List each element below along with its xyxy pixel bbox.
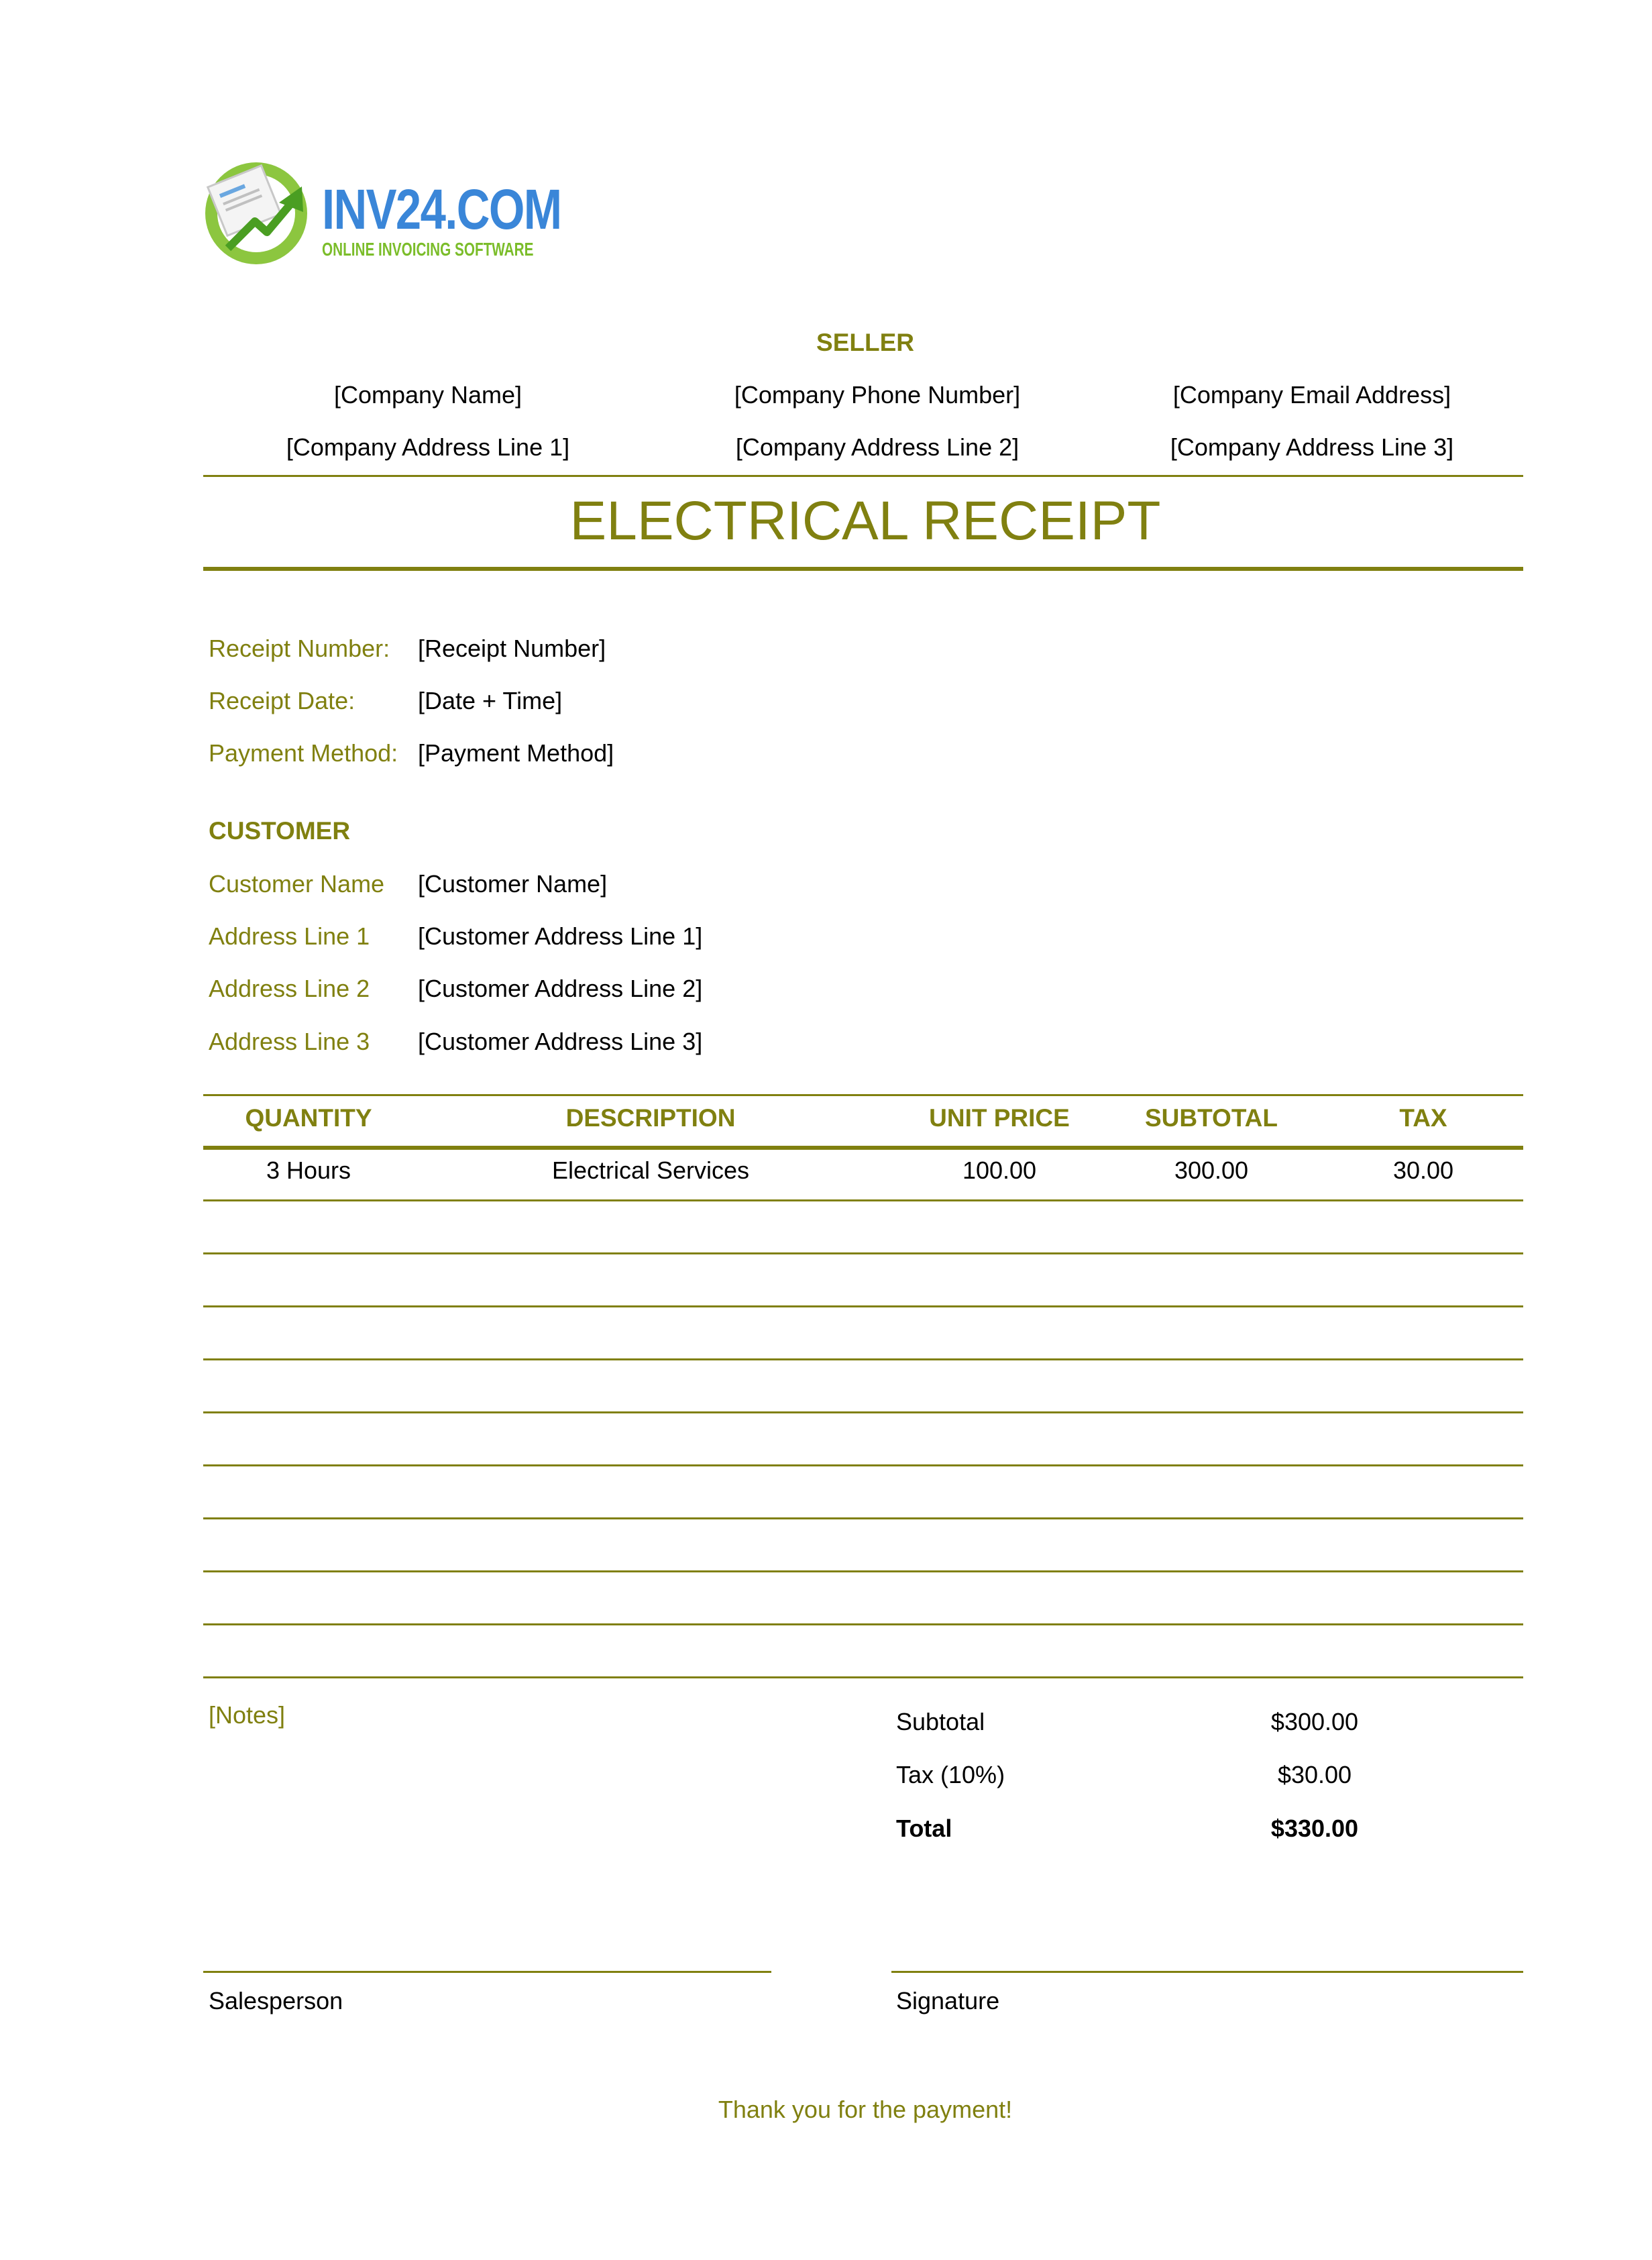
company-email: [Company Email Address] (1172, 381, 1451, 409)
payment-method-value: [Payment Method] (418, 739, 614, 767)
column-header-subtotal: SUBTOTAL (1144, 1104, 1278, 1132)
column-header-description: DESCRIPTION (565, 1104, 736, 1132)
divider (203, 567, 1523, 571)
document-title: ELECTRICAL RECEIPT (569, 490, 1161, 551)
table-header-border (203, 1146, 1523, 1150)
cell-subtotal: 300.00 (1174, 1156, 1249, 1184)
signature-line (891, 1971, 1523, 1973)
table-row-divider (203, 1517, 1523, 1519)
table-row-divider (203, 1358, 1523, 1360)
customer-address-1-value: [Customer Address Line 1] (418, 922, 703, 950)
table-row-divider (203, 1464, 1523, 1466)
tax-value: $30.00 (1277, 1761, 1352, 1788)
column-header-unit-price: UNIT PRICE (929, 1104, 1070, 1132)
customer-address-3-label: Address Line 3 (209, 1028, 370, 1055)
customer-heading: CUSTOMER (209, 817, 351, 845)
divider (203, 475, 1523, 477)
thank-you-message: Thank you for the payment! (718, 2096, 1013, 2123)
total-label: Total (896, 1815, 952, 1842)
salesperson-label: Salesperson (209, 1987, 343, 2014)
company-address-line-2: [Company Address Line 2] (735, 433, 1020, 461)
receipt-date-label: Receipt Date: (209, 687, 355, 714)
table-row-divider (203, 1252, 1523, 1254)
signature-label: Signature (896, 1987, 1000, 2014)
tax-label: Tax (10%) (896, 1761, 1005, 1788)
company-logo (201, 154, 561, 268)
table-row-divider (203, 1623, 1523, 1625)
logo-main-text: INV24.COM (322, 178, 561, 241)
receipt-number-value: [Receipt Number] (418, 635, 606, 662)
notes: [Notes] (209, 1701, 286, 1729)
subtotal-label: Subtotal (896, 1708, 985, 1735)
subtotal-value: $300.00 (1270, 1708, 1359, 1735)
logo-text (322, 178, 614, 260)
cell-tax: 30.00 (1392, 1156, 1454, 1184)
logo-sub-text: ONLINE INVOICING SOFTWARE (322, 239, 534, 260)
table-row-divider (203, 1199, 1523, 1201)
table-row-divider (203, 1305, 1523, 1307)
company-phone: [Company Phone Number] (734, 381, 1021, 409)
column-header-quantity: QUANTITY (245, 1104, 372, 1132)
table-row-divider (203, 1411, 1523, 1413)
cell-quantity: 3 Hours (266, 1156, 351, 1184)
column-header-tax: TAX (1399, 1104, 1447, 1132)
table-top-border (203, 1094, 1523, 1096)
company-address-line-1: [Company Address Line 1] (286, 433, 570, 461)
invoice-growth-logo-icon (201, 154, 315, 268)
customer-address-3-value: [Customer Address Line 3] (418, 1028, 703, 1055)
receipt-date-value: [Date + Time] (418, 687, 563, 714)
table-bottom-border (203, 1676, 1523, 1678)
total-value: $330.00 (1270, 1815, 1359, 1842)
customer-name-label: Customer Name (209, 870, 385, 898)
payment-method-label: Payment Method: (209, 739, 398, 767)
table-row-divider (203, 1570, 1523, 1572)
company-address-line-3: [Company Address Line 3] (1170, 433, 1454, 461)
salesperson-signature-line (203, 1971, 771, 1973)
seller-heading: SELLER (816, 329, 914, 356)
customer-address-2-label: Address Line 2 (209, 975, 370, 1002)
receipt-number-label: Receipt Number: (209, 635, 390, 662)
company-name: [Company Name] (333, 381, 522, 409)
customer-address-1-label: Address Line 1 (209, 922, 370, 950)
cell-description: Electrical Services (551, 1156, 750, 1184)
cell-unit-price: 100.00 (962, 1156, 1037, 1184)
customer-name-value: [Customer Name] (418, 870, 608, 898)
customer-address-2-value: [Customer Address Line 2] (418, 975, 703, 1002)
